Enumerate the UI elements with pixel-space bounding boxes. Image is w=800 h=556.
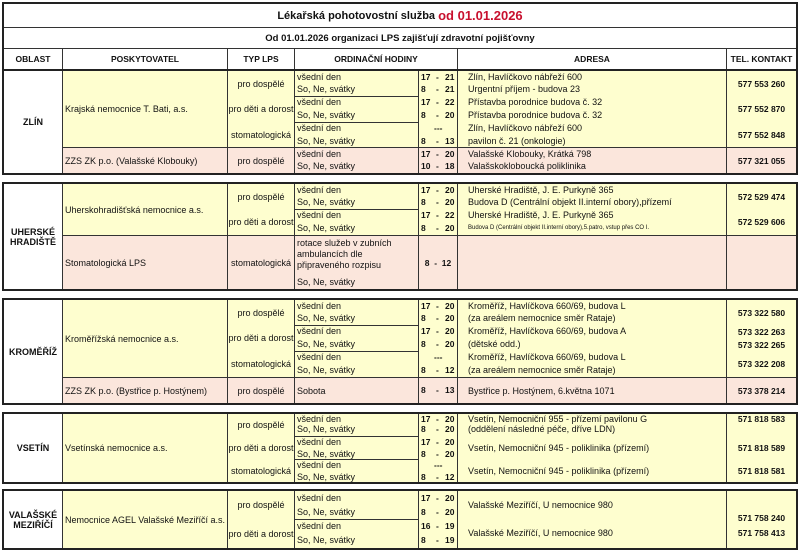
tel-contact: 572 529 474 — [727, 184, 796, 209]
day-label: Sobota — [297, 385, 326, 396]
address-line: Kroměříž, Havlíčkova 660/69, budova A — [468, 326, 627, 336]
hours-value: 8 — [421, 339, 426, 349]
address-line: Valašské Meziříčí, U nemocnice 980 — [468, 528, 613, 538]
typ-lps: pro děti a dorost — [228, 96, 294, 122]
address-column — [458, 184, 726, 235]
address-line: Zlín, Havlíčkovo nábřeží 600 — [468, 72, 583, 82]
hours-value: 16 — [421, 521, 431, 531]
day-label: So, Ne, svátky — [297, 365, 356, 375]
day-label: všední den — [297, 123, 342, 133]
address-line: Vsetín, Nemocniční 945 - poliklinika (přízemí) — [468, 443, 650, 453]
hours-value: 17 — [421, 185, 431, 195]
hours-value: 8 — [421, 223, 426, 233]
tel-contact: 577 552 848 — [727, 122, 796, 147]
col-oblast: OBLAST — [15, 54, 51, 64]
hours-value: - — [436, 339, 439, 349]
col-typ-lps: TYP LPS — [243, 54, 279, 64]
day-label: všední den — [297, 72, 342, 82]
provider-name: ZZS ZK p.o. (Valašské Klobouky) — [65, 155, 198, 166]
days-column — [295, 148, 418, 173]
hours-value: 17 — [421, 301, 431, 311]
no-hours: --- — [434, 460, 443, 470]
hours-value: 20 — [445, 197, 455, 207]
day-label: všední den — [297, 521, 342, 531]
days-column — [295, 414, 418, 482]
day-label: všední den — [297, 97, 342, 107]
hours-value: 20 — [445, 326, 455, 336]
typ-lps: stomatologická — [228, 122, 294, 147]
provider-stomatologicka-lps — [63, 236, 227, 289]
day-label: So, Ne, svátky — [297, 277, 356, 287]
day-label: So, Ne, svátky — [297, 84, 356, 94]
day-label: So, Ne, svátky — [297, 110, 356, 120]
address-line: Uherské Hradiště, J. E. Purkyně 365 — [468, 185, 614, 195]
hours-value: 20 — [445, 301, 455, 311]
address-line: (za areálem nemocnice směr Rataje) — [468, 313, 616, 323]
address-line: (dětské odd.) — [468, 339, 521, 349]
provider-zzs-val-klobouky — [63, 148, 227, 173]
provider-name: Krajská nemocnice T. Bati, a.s. — [65, 104, 188, 114]
hours-value: 8 — [421, 507, 426, 517]
typ-lps: pro dospělé — [228, 148, 294, 173]
hours-value: 8 — [421, 449, 426, 459]
address-line: (za areálem nemocnice směr Rataje) — [468, 365, 616, 375]
hours-value: 20 — [445, 110, 455, 120]
days-column — [295, 184, 418, 235]
divider — [63, 377, 796, 378]
typ-lps: pro dospělé — [228, 414, 294, 436]
day-label: všední den — [297, 460, 342, 470]
address-line: Přístavba porodnice budova č. 32 — [468, 97, 603, 107]
hours-value: 8 — [421, 110, 426, 120]
day-label: všední den — [297, 437, 342, 447]
hours-value: - — [436, 385, 439, 395]
hours-value: 22 — [445, 97, 455, 107]
hours-value: - — [436, 326, 439, 336]
days-column — [295, 71, 418, 147]
area-vsetin: VSETÍN — [16, 443, 50, 453]
region-uherske-hradiste — [2, 182, 798, 291]
address-column — [458, 148, 726, 173]
title-date: od 01.01.2026 — [438, 8, 523, 23]
typ-lps: pro děti a dorost — [228, 519, 294, 548]
col-tel-kontakt: TEL. KONTAKT — [730, 54, 793, 64]
days-column — [295, 491, 418, 548]
day-label: So, Ne, svátky — [297, 313, 356, 323]
address-line: Zlín, Havlíčkovo nábřeží 600 — [468, 123, 583, 133]
tel-contact: 571 818 589 — [737, 443, 786, 453]
hours-column — [419, 148, 457, 173]
page-title — [4, 4, 796, 27]
provider-name: Nemocnice AGEL Valašské Meziříčí a.s. — [65, 514, 226, 525]
address-line: Kroměříž, Havlíčkova 660/69, budova L — [468, 352, 626, 362]
no-hours: --- — [434, 123, 443, 133]
day-label: všední den — [297, 185, 342, 195]
days-column — [295, 300, 418, 377]
hours-value: 20 — [445, 507, 455, 517]
day-label: všední den — [297, 210, 342, 220]
hours-value: 21 — [445, 72, 455, 82]
hours-value: - — [436, 437, 439, 447]
day-label: So, Ne, svátky — [297, 161, 356, 171]
day-label: So, Ne, svátky — [297, 197, 356, 207]
hours-value: 17 — [421, 210, 431, 220]
day-label: So, Ne, svátky — [297, 535, 356, 545]
address-line: Přístavba porodnice budova č. 32 — [468, 110, 603, 120]
hours-value: 21 — [445, 84, 455, 94]
day-label: všední den — [297, 352, 342, 362]
hours-value: - — [436, 185, 439, 195]
hours-value: 8 — [421, 197, 426, 207]
hours-value: - — [436, 507, 439, 517]
region-valasske-mezirici — [2, 489, 798, 550]
provider-krajska-nemocnice — [63, 71, 227, 147]
col-poskytovatel: POSKYTOVATEL — [110, 54, 179, 64]
hours-value: 19 — [445, 535, 455, 545]
address-column — [458, 71, 726, 147]
hours-column — [419, 378, 457, 403]
hours-value: - — [436, 535, 439, 545]
tel-contact: 571 818 581 — [737, 466, 786, 476]
day-label: So, Ne, svátky — [297, 424, 356, 434]
hours-value: - — [436, 424, 439, 434]
hours-value: 17 — [421, 149, 431, 159]
hours-value: - — [436, 521, 439, 531]
typ-lps: pro děti a dorost — [228, 436, 294, 459]
provider-name: ZZS ZK p.o. (Bystřice p. Hostýnem) — [65, 385, 208, 396]
day-label: So, Ne, svátky — [297, 472, 356, 482]
tel-empty — [727, 236, 796, 289]
typ-lps: pro dospělé — [228, 378, 294, 403]
title-main: Lékařská pohotovostní služba — [277, 9, 439, 22]
hours-value: 8 — [421, 472, 426, 482]
hours-value: - — [436, 365, 439, 375]
hours-column — [419, 491, 457, 548]
hours-value: 13 — [445, 385, 455, 395]
stoma-note: rotace služeb v zubních ambulancích dle připraveného rozpisu — [297, 238, 392, 270]
hours-value: 10 — [421, 161, 431, 171]
address-line: Vsetín, Nemocniční 955 - přízemí pavilonu G — [468, 414, 648, 424]
hours-value: 12 — [445, 365, 455, 375]
address-column — [458, 414, 726, 482]
address-line: Valašskokloboucká poliklinika — [468, 161, 586, 171]
area-line: VALAŠSKÉ — [8, 509, 58, 520]
day-label: So, Ne, svátky — [297, 507, 356, 517]
hours-value: 13 — [445, 136, 455, 146]
hours-value: 8 — [421, 385, 426, 395]
tel-contact: 573 322 208 — [727, 351, 796, 377]
hours-value: 20 — [445, 339, 455, 349]
hours-value: - — [436, 110, 439, 120]
hours-value: - — [436, 223, 439, 233]
address-line: pavilon č. 21 (onkologie) — [468, 136, 566, 146]
provider-name: Kroměřížská nemocnice a.s. — [65, 333, 179, 344]
col-adresa: ADRESA — [574, 54, 610, 64]
hours-value: 17 — [421, 493, 431, 503]
hours-value: - — [436, 301, 439, 311]
day-label: všední den — [297, 493, 342, 503]
tel-contact: 573 322 580 — [727, 300, 796, 325]
tel-contact: 573 322 265 — [727, 338, 796, 351]
area-line: HRADIŠTĚ — [9, 236, 56, 247]
provider-kromerizska-nemocnice — [63, 300, 227, 377]
day-label: So, Ne, svátky — [297, 223, 356, 233]
day-label: So, Ne, svátky — [297, 339, 356, 349]
hours-value: 8 — [421, 365, 426, 375]
hours-value: 8 — [421, 424, 426, 434]
header-table — [2, 2, 798, 71]
hours-value: - — [436, 161, 439, 171]
typ-lps: stomatologická — [228, 351, 294, 377]
hours-value: 8 — [421, 84, 426, 94]
hours-value: - — [436, 472, 439, 482]
address-column — [458, 491, 726, 548]
address-line: Budova D (Centrální objekt II.interní obory),5.patro, vstup přes CO I. — [468, 225, 650, 231]
tel-contact: 571 818 583 — [737, 414, 786, 424]
hours-value: 17 — [421, 414, 431, 424]
hours-column — [419, 300, 457, 377]
hours-value: 17 — [421, 326, 431, 336]
typ-lps: stomatologická — [228, 459, 294, 482]
tel-column — [727, 491, 796, 548]
divider — [63, 147, 796, 148]
hours-value: - — [436, 414, 439, 424]
tel-contact: 577 553 260 — [727, 71, 796, 96]
provider-vsetinska-nemocnice — [63, 414, 227, 482]
typ-lps: pro děti a dorost — [228, 209, 294, 235]
area-line: UHERSKÉ — [10, 226, 55, 237]
tel-contact: 572 529 606 — [727, 209, 796, 235]
hours-value: 8 — [421, 136, 426, 146]
tel-contact: 577 321 055 — [727, 148, 796, 173]
hours-value: - — [436, 210, 439, 220]
tel-contact: 573 378 214 — [727, 378, 796, 403]
address-line: Urgentní příjem - budova 23 — [468, 84, 581, 94]
address-line: Budova D (Centrální objekt II.interní obory),přízemí — [468, 197, 672, 207]
hours-value: - — [436, 449, 439, 459]
hours-value: - — [436, 197, 439, 207]
area-kromeriz: KROMĚŘÍŽ — [9, 346, 57, 357]
hours-value: - — [436, 313, 439, 323]
area-valasske-mezirici — [4, 491, 62, 548]
typ-lps: stomatologická — [228, 236, 294, 289]
area-line: MEZIŘÍČÍ — [13, 519, 53, 530]
address-column — [458, 378, 726, 403]
typ-lps: pro dospělé — [228, 71, 294, 96]
typ-lps: pro děti a dorost — [228, 325, 294, 351]
hours-column — [419, 184, 457, 235]
tel-contact: 571 758 240 — [737, 513, 786, 523]
hours-value: 20 — [445, 313, 455, 323]
hours-value: 8 — [421, 535, 426, 545]
hours-value: 20 — [445, 149, 455, 159]
address-empty — [458, 236, 726, 289]
provider-uherskohradistska-nemocnice — [63, 184, 227, 235]
address-line: (oddělení následné péče, dříve LDN) — [468, 424, 616, 434]
provider-zzs-bystrice — [63, 378, 227, 403]
day-label: So, Ne, svátky — [297, 449, 356, 459]
hours-value: - — [436, 97, 439, 107]
day-label: všední den — [297, 301, 342, 311]
hours-value: 20 — [445, 185, 455, 195]
hours-value: 20 — [445, 424, 455, 434]
region-zlin — [2, 69, 798, 175]
tel-contact: 573 322 263 — [727, 325, 796, 338]
divider — [63, 235, 796, 236]
day-label: všední den — [297, 414, 342, 424]
hours-value: 17 — [421, 72, 431, 82]
address-line: Uherské Hradiště, J. E. Purkyně 365 — [468, 210, 614, 220]
address-column — [458, 300, 726, 377]
address-line: Kroměříž, Havlíčkova 660/69, budova L — [468, 301, 626, 311]
typ-lps: pro dospělé — [228, 184, 294, 209]
provider-name: Uherskohradišťská nemocnice a.s. — [65, 204, 204, 215]
address-line: Vsetín, Nemocniční 945 - poliklinika (přízemí) — [468, 466, 650, 476]
no-hours: --- — [434, 352, 443, 362]
tel-contact: 571 758 413 — [737, 528, 786, 538]
hours-value: - — [436, 84, 439, 94]
page-subtitle: Od 01.01.2026 organizaci LPS zajišťují zdravotní pojišťovny — [265, 32, 535, 44]
typ-lps: pro dospělé — [228, 300, 294, 325]
day-label: So, Ne, svátky — [297, 136, 356, 146]
hours-value: 8 — [421, 313, 426, 323]
hours-value: 19 — [445, 521, 455, 531]
day-label: všední den — [297, 149, 342, 159]
tel-column — [727, 414, 796, 482]
typ-lps: pro dospělé — [228, 491, 294, 519]
hours-value: 17 — [421, 97, 431, 107]
tel-contact: 577 552 870 — [727, 96, 796, 122]
stoma-hours: 8 - 12 — [419, 236, 457, 289]
hours-value: - — [436, 72, 439, 82]
hours-value: - — [436, 493, 439, 503]
hours-value: 20 — [445, 437, 455, 447]
area-uherske-hradiste — [4, 184, 62, 289]
provider-name: Vsetínská nemocnice a.s. — [65, 443, 168, 453]
provider-name: Stomatologická LPS — [65, 257, 147, 268]
hours-value: 18 — [445, 161, 455, 171]
col-ordinacni-hodiny: ORDINAČNÍ HODINY — [334, 54, 418, 64]
days-column — [295, 378, 418, 403]
hours-value: 17 — [421, 437, 431, 447]
hours-value: 12 — [445, 472, 455, 482]
hours-value: 20 — [445, 449, 455, 459]
region-kromeriz — [2, 298, 798, 405]
hours-value: - — [436, 149, 439, 159]
address-line: Valašské Klobouky, Krátká 798 — [468, 149, 592, 159]
day-label: všední den — [297, 326, 342, 336]
region-vsetin — [2, 412, 798, 484]
hours-column — [419, 71, 457, 147]
hours-column — [419, 414, 457, 482]
provider-agel-valasske-mezirici — [63, 491, 227, 548]
area-zlin: ZLÍN — [23, 117, 43, 127]
address-line: Valašské Meziříčí, U nemocnice 980 — [468, 500, 613, 510]
hours-value: 22 — [445, 210, 455, 220]
hours-value: 20 — [445, 493, 455, 503]
hours-value: 20 — [445, 414, 455, 424]
address-line: Bystřice p. Hostýnem, 6.května 1071 — [468, 385, 615, 396]
hours-value: 20 — [445, 223, 455, 233]
hours-value: - — [436, 136, 439, 146]
